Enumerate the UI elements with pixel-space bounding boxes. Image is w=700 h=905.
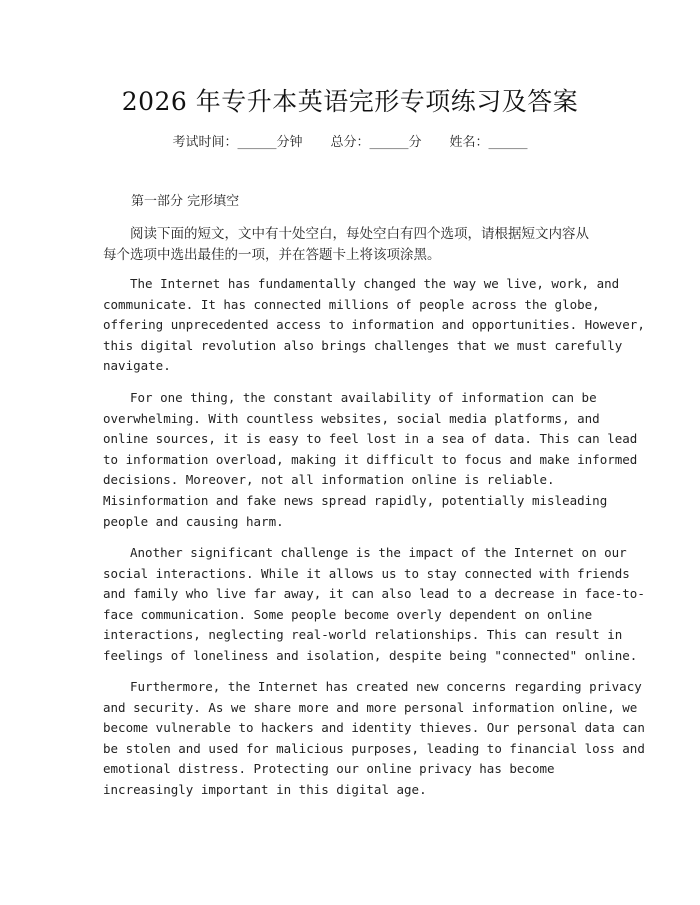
exam-time-field: 考试时间：______分钟: [172, 135, 303, 150]
passage-line: feelings of loneliness and isolation, despite being "connected" online.: [103, 647, 638, 663]
passage-paragraph-1: [103, 274, 645, 377]
passage-line: online sources, it is easy to feel lost in a sea of data. This can lead: [103, 431, 638, 447]
passage-line: Another significant challenge is the impact of the Internet on our: [130, 545, 627, 560]
exam-info-line: [0, 131, 700, 150]
passage-line: Misinformation and fake news spread rapidly, potentially misleading: [103, 492, 608, 508]
passage-line: navigate.: [103, 358, 171, 374]
passage-line: this digital revolution also brings challenges that we must carefully: [103, 337, 623, 353]
total-score-field: 总分：______分: [330, 135, 422, 150]
passage-line: social interactions. While it allows us to stay connected with friends: [103, 565, 630, 581]
document-title: 2026 年专升本英语完形专项练习及答案: [121, 87, 579, 116]
passage-paragraph-3: [103, 543, 645, 667]
passage-line: people and causing harm.: [103, 513, 284, 529]
instruction-line: 每个选项中选出最佳的一项，并在答题卡上将该项涂黑。: [103, 247, 441, 263]
instruction-paragraph: [103, 224, 603, 266]
passage-line: emotional distress. Protecting our online privacy has become: [103, 761, 555, 777]
passage-line: face communication. Some people become overly dependent on online: [103, 606, 593, 622]
passage-paragraph-2: [103, 388, 638, 532]
student-name-field: 姓名：______: [449, 135, 528, 150]
passage-line: The Internet has fundamentally changed the way we live, work, and: [130, 276, 620, 291]
section-heading: 第一部分 完形填空: [131, 194, 240, 209]
passage-line: communicate. It has connected millions of people across the globe,: [103, 296, 600, 312]
passage-line: become vulnerable to hackers and identity thieves. Our personal data can: [103, 720, 645, 736]
passage-line: Furthermore, the Internet has created new concerns regarding privacy: [130, 679, 642, 694]
instruction-line: 阅读下面的短文，文中有十处空白，每处空白有四个选项，请根据短文内容从: [130, 226, 589, 242]
passage-line: increasingly important in this digital age.: [103, 781, 427, 797]
passage-paragraph-4: [103, 677, 645, 801]
passage-line: For one thing, the constant availability of information can be: [130, 390, 597, 405]
passage-line: to information overload, making it difficult to focus and make informed: [103, 451, 638, 467]
passage-line: and security. As we share more and more personal information online, we: [103, 699, 638, 715]
passage-line: be stolen and used for malicious purposes, leading to financial loss and: [103, 740, 645, 756]
passage-line: decisions. Moreover, not all information online is reliable.: [103, 472, 555, 488]
passage-line: offering unprecedented access to information and opportunities. However,: [103, 317, 645, 333]
passage-line: overwhelming. With countless websites, social media platforms, and: [103, 410, 600, 426]
passage-line: interactions, neglecting real-world relationships. This can result in: [103, 627, 623, 643]
passage-line: and family who live far away, it can also lead to a decrease in face-to-: [103, 586, 645, 602]
